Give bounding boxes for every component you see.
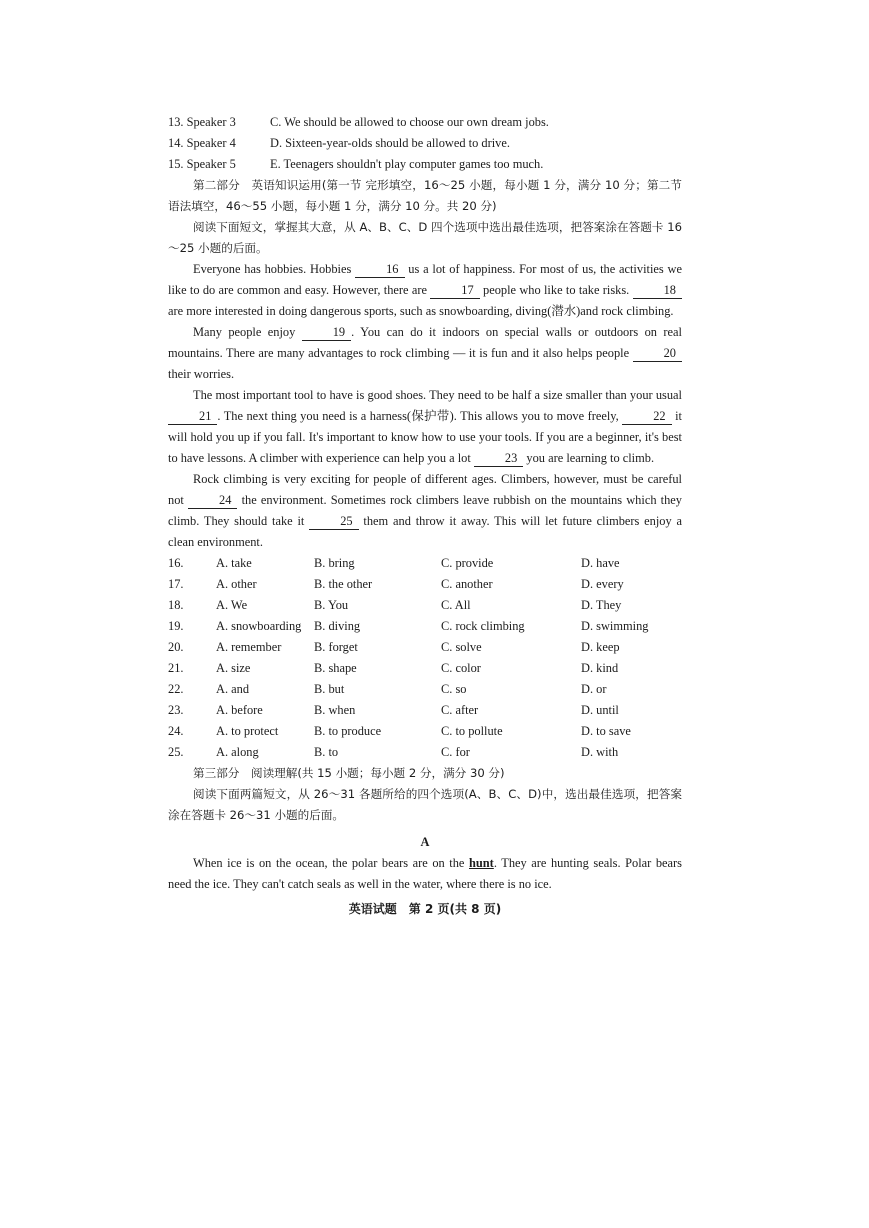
option-d: D. keep xyxy=(581,640,620,654)
option-a: A. along xyxy=(216,745,259,759)
question-number: 17. xyxy=(168,577,184,591)
question-number: 16. xyxy=(168,556,184,570)
option-a: A. size xyxy=(216,661,251,675)
option-b: B. to produce xyxy=(314,724,382,738)
option-d: D. or xyxy=(581,682,607,696)
exam-page xyxy=(168,112,682,920)
matching-option: C. We should be allowed to choose our own dream jobs. xyxy=(270,115,549,129)
matching-row xyxy=(168,133,682,154)
page-footer: 英语试题 第 2 页(共 8 页) xyxy=(348,902,502,916)
option-a: A. We xyxy=(216,598,248,612)
underlined-word: hunt xyxy=(469,856,494,870)
cloze-text: the environment. Sometimes rock climbers leave rubbish on the mountains which they climb. They should take it xyxy=(168,493,682,528)
option-row xyxy=(168,553,682,574)
part2-heading: 第二部分 英语知识运用(第一节 完形填空，16～25 小题，每小题 1 分，满分 10 分；第二节 语法填空，46～55 小题，每小题 1 分，满分 10 分。共 20 分) xyxy=(168,178,682,213)
option-b: B. the other xyxy=(314,577,373,591)
passage-letter: A xyxy=(420,835,430,849)
passage-text: When ice is on the ocean, the polar bears are on the xyxy=(193,856,465,870)
option-a: A. to protect xyxy=(216,724,279,738)
cloze-text: Everyone has hobbies. Hobbies xyxy=(193,262,352,276)
option-row xyxy=(168,742,682,763)
question-number: 20. xyxy=(168,640,184,654)
cloze-text: us a lot of happiness. For most of us, the activities we like to do are common and easy. However, there are xyxy=(168,262,682,297)
option-d: D. have xyxy=(581,556,620,570)
question-number: 22. xyxy=(168,682,184,696)
cloze-text: Many people enjoy xyxy=(193,325,296,339)
cloze-text: . The next thing you need is a harness(保护带). This allows you to move freely, xyxy=(217,409,619,423)
matching-option: E. Teenagers shouldn't play computer games too much. xyxy=(270,157,544,171)
option-d: D. kind xyxy=(581,661,619,675)
option-row xyxy=(168,721,682,742)
option-d: D. to save xyxy=(581,724,631,738)
option-a: A. snowboarding xyxy=(216,619,302,633)
cloze-text: Rock climbing is very exciting for people of different ages. Climbers, however, must be careful not xyxy=(168,472,682,507)
cloze-text: are more interested in doing dangerous sports, such as snowboarding, diving(潜水)and rock climbing. xyxy=(168,304,674,318)
speaker-label: 14. Speaker 4 xyxy=(168,136,236,150)
option-c: C. rock climbing xyxy=(441,619,525,633)
option-d: D. swimming xyxy=(581,619,649,633)
option-d: D. with xyxy=(581,745,619,759)
option-a: A. other xyxy=(216,577,257,591)
option-b: B. but xyxy=(314,682,345,696)
cloze-text: The most important tool to have is good shoes. They need to be half a size smaller than your usual xyxy=(193,388,682,402)
cloze-paragraph-4 xyxy=(168,469,682,553)
cloze-blank-22: 22 xyxy=(622,409,671,425)
cloze-blank-21: 21 xyxy=(168,409,217,425)
option-row xyxy=(168,658,682,679)
option-b: B. when xyxy=(314,703,356,717)
cloze-text: it will hold you up if you fall. It's important to know how to use your tools. If you are a beginner, it's best to have lessons. A climber with experience can help you a lot xyxy=(168,409,682,465)
question-number: 24. xyxy=(168,724,184,738)
question-number: 25. xyxy=(168,745,184,759)
option-d: D. every xyxy=(581,577,624,591)
option-d: D. They xyxy=(581,598,622,612)
option-b: B. You xyxy=(314,598,349,612)
cloze-paragraph-3 xyxy=(168,385,682,469)
cloze-blank-20: 20 xyxy=(633,346,682,362)
part3-heading: 第三部分 阅读理解(共 15 小题；每小题 2 分，满分 30 分) xyxy=(193,766,505,780)
cloze-blank-24: 24 xyxy=(188,493,237,509)
option-a: A. and xyxy=(216,682,250,696)
cloze-blank-16: 16 xyxy=(355,262,404,278)
cloze-text: their worries. xyxy=(168,367,235,381)
matching-option: D. Sixteen-year-olds should be allowed to drive. xyxy=(270,136,510,150)
option-row xyxy=(168,595,682,616)
option-b: B. bring xyxy=(314,556,355,570)
option-a: A. take xyxy=(216,556,252,570)
option-a: A. remember xyxy=(216,640,282,654)
option-row xyxy=(168,616,682,637)
option-row xyxy=(168,574,682,595)
option-c: C. after xyxy=(441,703,479,717)
matching-row xyxy=(168,112,682,133)
option-row xyxy=(168,700,682,721)
cloze-blank-18: 18 xyxy=(633,283,682,299)
cloze-paragraph-1 xyxy=(168,259,682,322)
question-number: 21. xyxy=(168,661,184,675)
option-d: D. until xyxy=(581,703,619,717)
reading-passage-a xyxy=(168,853,682,895)
option-b: B. diving xyxy=(314,619,361,633)
option-c: C. another xyxy=(441,577,493,591)
cloze-blank-19: 19 xyxy=(302,325,351,341)
cloze-text: them and throw it away. This will let future climbers enjoy a clean environment. xyxy=(168,514,682,549)
option-row xyxy=(168,637,682,658)
option-c: C. solve xyxy=(441,640,482,654)
option-b: B. to xyxy=(314,745,339,759)
part3-instruction: 阅读下面两篇短文，从 26～31 各题所给的四个选项(A、B、C、D)中，选出最佳选项，把答案涂在答题卡 26～31 小题的后面。 xyxy=(168,787,682,822)
option-c: C. provide xyxy=(441,556,494,570)
matching-list xyxy=(168,112,682,175)
option-c: C. so xyxy=(441,682,467,696)
question-number: 19. xyxy=(168,619,184,633)
cloze-blank-17: 17 xyxy=(430,283,479,299)
cloze-paragraph-2 xyxy=(168,322,682,385)
cloze-text: you are learning to climb. xyxy=(526,451,655,465)
option-a: A. before xyxy=(216,703,263,717)
option-c: C. for xyxy=(441,745,470,759)
matching-row xyxy=(168,154,682,175)
option-c: C. All xyxy=(441,598,471,612)
passage-text: . They are hunting seals. Polar bears need the ice. They can't catch seals as well in the water, where there is no ice. xyxy=(168,856,683,891)
cloze-text: people who like to take risks. xyxy=(483,283,630,297)
speaker-label: 13. Speaker 3 xyxy=(168,115,236,129)
speaker-label: 15. Speaker 5 xyxy=(168,157,236,171)
cloze-blank-23: 23 xyxy=(474,451,523,467)
option-b: B. shape xyxy=(314,661,357,675)
cloze-text: . You can do it indoors on special walls or outdoors on real mountains. There are many advantages to rock climbing — it is fun and it also helps people xyxy=(168,325,682,360)
question-number: 23. xyxy=(168,703,184,717)
option-row xyxy=(168,679,682,700)
option-c: C. color xyxy=(441,661,481,675)
options-table xyxy=(168,553,682,763)
part2-instruction: 阅读下面短文，掌握其大意，从 A、B、C、D 四个选项中选出最佳选项，把答案涂在答题卡 16～25 小题的后面。 xyxy=(168,220,682,255)
cloze-blank-25: 25 xyxy=(309,514,358,530)
option-c: C. to pollute xyxy=(441,724,503,738)
question-number: 18. xyxy=(168,598,184,612)
option-b: B. forget xyxy=(314,640,358,654)
